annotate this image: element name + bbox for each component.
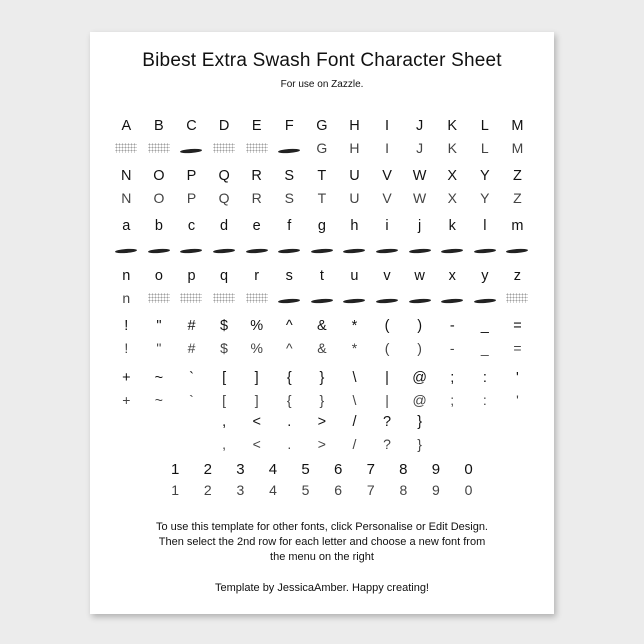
instruction-line-3: the menu on the right	[270, 551, 374, 563]
template-credit: Template by JessicaAmber. Happy creating!	[215, 582, 429, 594]
swash-ornament-icon	[376, 248, 398, 254]
swash-ornament-icon	[409, 298, 431, 304]
swash-ornament-icon	[148, 293, 170, 303]
swash-ornament-icon	[278, 248, 300, 254]
swash-ornament-icon	[213, 293, 235, 303]
sheet-title: Bibest Extra Swash Font Character Sheet	[142, 50, 502, 71]
swash-ornament-icon	[180, 248, 202, 254]
swash-ornament-icon	[246, 293, 268, 303]
instructions	[90, 520, 554, 565]
swash-ornament-icon	[115, 248, 137, 254]
swash-ornament-icon	[311, 298, 333, 304]
swash-ornament-icon	[213, 143, 235, 153]
swash-ornament-icon	[343, 248, 365, 254]
swash-ornament-icon	[213, 248, 235, 254]
swash-ornament-icon	[506, 248, 528, 254]
swash-ornament-icon	[441, 248, 463, 254]
swash-ornament-icon	[311, 248, 333, 254]
swash-ornament-icon	[148, 248, 170, 254]
swash-ornament-icon	[246, 143, 268, 153]
swash-ornament-icon	[441, 298, 463, 304]
instruction-line-1: To use this template for other fonts, click Personalise or Edit Design.	[156, 521, 488, 533]
swash-ornament-icon	[180, 148, 202, 154]
instruction-line-2: Then select the 2nd row for each letter and choose a new font from	[158, 536, 486, 548]
swash-ornament-icon	[474, 248, 496, 254]
sheet-subtitle: For use on Zazzle.	[280, 79, 364, 90]
swash-ornament-icon	[180, 293, 202, 303]
swash-ornament-icon	[246, 248, 268, 254]
swash-ornament-icon	[278, 148, 300, 154]
poster-sheet: Bibest Extra Swash Font Character Sheet For use on Zazzle. A B C D E F G H I J K L M G H I J K L M N O P Q R S T U V W X Y Z N O P Q R S T U V W X Y Z a b c d e f g h i j k l m n o p q r s t u v w x y z n ! " # $ % ^ & * ( ) - _ = ! " # $ % ^ & * ( ) - _ = + ~ ` [ ] { } \ | @ ; : ' + ~ ` [ ] { } \ | @ ; : ' , < . > / ? } , < . > / ? } 1 2 3 4 5 6 7 8 9 0 1 2 3 4 5 6 7 8 9 0 To use this template for other fonts, click Personalise or Edit Design. Then select the 2nd row for each letter and choose a new font from the menu on the right Template by JessicaAmber. Happy creating!	[90, 32, 554, 614]
swash-ornament-icon	[506, 293, 528, 303]
swash-ornament-icon	[115, 143, 137, 153]
swash-ornament-icon	[474, 298, 496, 304]
swash-ornament-icon	[343, 298, 365, 304]
swash-ornament-icon	[148, 143, 170, 153]
swash-ornament-icon	[376, 298, 398, 304]
swash-ornament-icon	[409, 248, 431, 254]
swash-ornament-icon	[278, 298, 300, 304]
